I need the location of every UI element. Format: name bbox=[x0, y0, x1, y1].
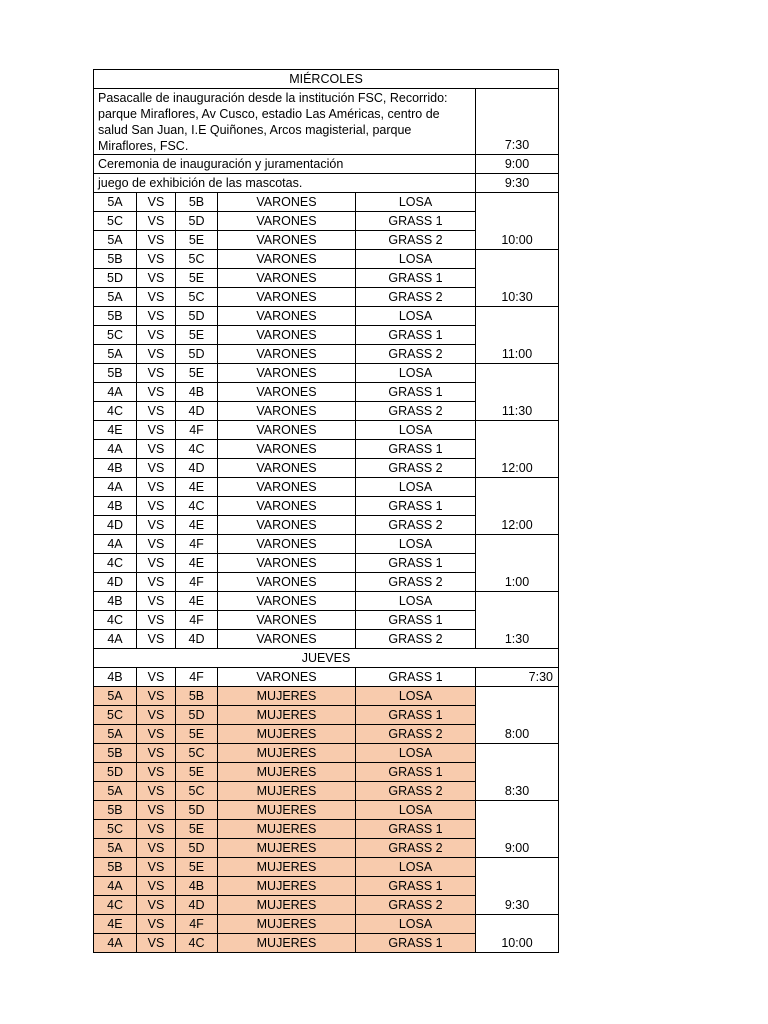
match-row bbox=[94, 535, 559, 554]
team-a-cell: 5B bbox=[94, 250, 137, 269]
category-cell: MUJERES bbox=[218, 839, 356, 858]
event-time: 9:30 bbox=[476, 174, 559, 193]
category-cell: MUJERES bbox=[218, 934, 356, 953]
team-b-cell: 5D bbox=[176, 212, 218, 231]
field-cell: LOSA bbox=[356, 744, 476, 763]
match-time: 1:00 bbox=[476, 535, 559, 592]
vs-cell: VS bbox=[137, 668, 176, 687]
vs-cell: VS bbox=[137, 497, 176, 516]
vs-cell: VS bbox=[137, 801, 176, 820]
field-cell: GRASS 1 bbox=[356, 269, 476, 288]
event-description: juego de exhibición de las mascotas. bbox=[94, 174, 476, 193]
category-cell: VARONES bbox=[218, 402, 356, 421]
category-cell: VARONES bbox=[218, 592, 356, 611]
category-cell: VARONES bbox=[218, 478, 356, 497]
team-a-cell: 5B bbox=[94, 858, 137, 877]
category-cell: VARONES bbox=[218, 421, 356, 440]
team-a-cell: 5C bbox=[94, 212, 137, 231]
team-a-cell: 5B bbox=[94, 364, 137, 383]
vs-cell: VS bbox=[137, 611, 176, 630]
category-cell: VARONES bbox=[218, 307, 356, 326]
team-a-cell: 4C bbox=[94, 554, 137, 573]
vs-cell: VS bbox=[137, 459, 176, 478]
team-a-cell: 5B bbox=[94, 744, 137, 763]
match-time: 12:00 bbox=[476, 478, 559, 535]
category-cell: VARONES bbox=[218, 326, 356, 345]
team-b-cell: 5E bbox=[176, 858, 218, 877]
field-cell: GRASS 1 bbox=[356, 611, 476, 630]
field-cell: GRASS 2 bbox=[356, 402, 476, 421]
vs-cell: VS bbox=[137, 554, 176, 573]
match-time: 9:30 bbox=[476, 858, 559, 915]
field-cell: LOSA bbox=[356, 801, 476, 820]
vs-cell: VS bbox=[137, 535, 176, 554]
field-cell: GRASS 1 bbox=[356, 440, 476, 459]
event-row bbox=[94, 174, 559, 193]
category-cell: MUJERES bbox=[218, 877, 356, 896]
vs-cell: VS bbox=[137, 877, 176, 896]
team-b-cell: 4E bbox=[176, 516, 218, 535]
team-a-cell: 5A bbox=[94, 839, 137, 858]
team-a-cell: 5B bbox=[94, 801, 137, 820]
team-b-cell: 5E bbox=[176, 326, 218, 345]
team-a-cell: 4A bbox=[94, 877, 137, 896]
field-cell: LOSA bbox=[356, 592, 476, 611]
category-cell: VARONES bbox=[218, 535, 356, 554]
team-b-cell: 5C bbox=[176, 288, 218, 307]
team-b-cell: 5C bbox=[176, 744, 218, 763]
team-b-cell: 5B bbox=[176, 687, 218, 706]
team-a-cell: 4C bbox=[94, 611, 137, 630]
category-cell: VARONES bbox=[218, 573, 356, 592]
team-b-cell: 5D bbox=[176, 839, 218, 858]
team-b-cell: 5C bbox=[176, 782, 218, 801]
team-b-cell: 4E bbox=[176, 592, 218, 611]
category-cell: MUJERES bbox=[218, 820, 356, 839]
field-cell: GRASS 2 bbox=[356, 896, 476, 915]
team-b-cell: 4C bbox=[176, 934, 218, 953]
team-a-cell: 4E bbox=[94, 421, 137, 440]
category-cell: VARONES bbox=[218, 630, 356, 649]
match-time: 10:00 bbox=[476, 915, 559, 953]
field-cell: GRASS 1 bbox=[356, 877, 476, 896]
category-cell: VARONES bbox=[218, 459, 356, 478]
field-cell: LOSA bbox=[356, 193, 476, 212]
field-cell: GRASS 2 bbox=[356, 782, 476, 801]
category-cell: MUJERES bbox=[218, 858, 356, 877]
category-cell: VARONES bbox=[218, 668, 356, 687]
team-b-cell: 5E bbox=[176, 231, 218, 250]
team-b-cell: 4F bbox=[176, 535, 218, 554]
team-a-cell: 4C bbox=[94, 896, 137, 915]
day-header-row bbox=[94, 649, 559, 668]
team-b-cell: 5D bbox=[176, 307, 218, 326]
match-time: 11:30 bbox=[476, 364, 559, 421]
field-cell: LOSA bbox=[356, 535, 476, 554]
team-a-cell: 4B bbox=[94, 459, 137, 478]
match-row bbox=[94, 687, 559, 706]
match-row bbox=[94, 478, 559, 497]
team-b-cell: 5E bbox=[176, 364, 218, 383]
category-cell: MUJERES bbox=[218, 782, 356, 801]
match-time: 7:30 bbox=[476, 668, 559, 687]
team-a-cell: 5A bbox=[94, 782, 137, 801]
team-b-cell: 4F bbox=[176, 611, 218, 630]
match-time: 11:00 bbox=[476, 307, 559, 364]
category-cell: VARONES bbox=[218, 497, 356, 516]
team-a-cell: 4E bbox=[94, 915, 137, 934]
category-cell: VARONES bbox=[218, 288, 356, 307]
team-a-cell: 5C bbox=[94, 820, 137, 839]
vs-cell: VS bbox=[137, 478, 176, 497]
field-cell: GRASS 1 bbox=[356, 706, 476, 725]
field-cell: GRASS 1 bbox=[356, 326, 476, 345]
team-a-cell: 4A bbox=[94, 535, 137, 554]
event-row bbox=[94, 89, 559, 155]
vs-cell: VS bbox=[137, 250, 176, 269]
field-cell: LOSA bbox=[356, 364, 476, 383]
match-time: 10:00 bbox=[476, 193, 559, 250]
field-cell: GRASS 2 bbox=[356, 459, 476, 478]
team-b-cell: 5D bbox=[176, 345, 218, 364]
field-cell: LOSA bbox=[356, 915, 476, 934]
team-b-cell: 5D bbox=[176, 801, 218, 820]
vs-cell: VS bbox=[137, 706, 176, 725]
team-b-cell: 4D bbox=[176, 630, 218, 649]
team-b-cell: 5C bbox=[176, 250, 218, 269]
category-cell: VARONES bbox=[218, 231, 356, 250]
team-a-cell: 5B bbox=[94, 307, 137, 326]
team-b-cell: 4F bbox=[176, 421, 218, 440]
event-description: Ceremonia de inauguración y juramentación bbox=[94, 155, 476, 174]
event-time: 9:00 bbox=[476, 155, 559, 174]
field-cell: GRASS 2 bbox=[356, 725, 476, 744]
category-cell: MUJERES bbox=[218, 763, 356, 782]
category-cell: VARONES bbox=[218, 611, 356, 630]
field-cell: GRASS 2 bbox=[356, 573, 476, 592]
team-a-cell: 4A bbox=[94, 630, 137, 649]
field-cell: GRASS 1 bbox=[356, 763, 476, 782]
vs-cell: VS bbox=[137, 402, 176, 421]
field-cell: GRASS 1 bbox=[356, 554, 476, 573]
field-cell: GRASS 1 bbox=[356, 212, 476, 231]
category-cell: VARONES bbox=[218, 364, 356, 383]
match-row bbox=[94, 592, 559, 611]
team-a-cell: 5A bbox=[94, 687, 137, 706]
team-a-cell: 4B bbox=[94, 592, 137, 611]
match-row bbox=[94, 668, 559, 687]
vs-cell: VS bbox=[137, 763, 176, 782]
team-a-cell: 5A bbox=[94, 345, 137, 364]
match-row bbox=[94, 915, 559, 934]
team-a-cell: 5A bbox=[94, 288, 137, 307]
vs-cell: VS bbox=[137, 288, 176, 307]
team-b-cell: 4E bbox=[176, 478, 218, 497]
category-cell: MUJERES bbox=[218, 706, 356, 725]
team-b-cell: 4D bbox=[176, 459, 218, 478]
vs-cell: VS bbox=[137, 573, 176, 592]
team-a-cell: 4C bbox=[94, 402, 137, 421]
category-cell: MUJERES bbox=[218, 915, 356, 934]
schedule-table bbox=[93, 69, 559, 953]
team-a-cell: 5D bbox=[94, 269, 137, 288]
team-b-cell: 5E bbox=[176, 763, 218, 782]
field-cell: GRASS 2 bbox=[356, 839, 476, 858]
team-b-cell: 4E bbox=[176, 554, 218, 573]
vs-cell: VS bbox=[137, 231, 176, 250]
team-a-cell: 4B bbox=[94, 668, 137, 687]
field-cell: LOSA bbox=[356, 687, 476, 706]
team-a-cell: 5A bbox=[94, 725, 137, 744]
field-cell: LOSA bbox=[356, 478, 476, 497]
vs-cell: VS bbox=[137, 421, 176, 440]
category-cell: VARONES bbox=[218, 383, 356, 402]
field-cell: GRASS 1 bbox=[356, 497, 476, 516]
vs-cell: VS bbox=[137, 744, 176, 763]
vs-cell: VS bbox=[137, 383, 176, 402]
vs-cell: VS bbox=[137, 915, 176, 934]
category-cell: MUJERES bbox=[218, 725, 356, 744]
vs-cell: VS bbox=[137, 896, 176, 915]
category-cell: VARONES bbox=[218, 440, 356, 459]
team-a-cell: 5A bbox=[94, 193, 137, 212]
match-time: 8:30 bbox=[476, 744, 559, 801]
category-cell: VARONES bbox=[218, 250, 356, 269]
field-cell: GRASS 2 bbox=[356, 288, 476, 307]
day-header-row bbox=[94, 70, 559, 89]
team-b-cell: 5E bbox=[176, 269, 218, 288]
vs-cell: VS bbox=[137, 193, 176, 212]
category-cell: MUJERES bbox=[218, 744, 356, 763]
vs-cell: VS bbox=[137, 269, 176, 288]
vs-cell: VS bbox=[137, 839, 176, 858]
category-cell: VARONES bbox=[218, 269, 356, 288]
category-cell: MUJERES bbox=[218, 801, 356, 820]
field-cell: GRASS 2 bbox=[356, 516, 476, 535]
field-cell: GRASS 1 bbox=[356, 934, 476, 953]
team-b-cell: 4C bbox=[176, 440, 218, 459]
field-cell: GRASS 2 bbox=[356, 345, 476, 364]
day-title: MIÉRCOLES bbox=[94, 70, 559, 89]
category-cell: VARONES bbox=[218, 516, 356, 535]
category-cell: MUJERES bbox=[218, 896, 356, 915]
team-a-cell: 4A bbox=[94, 383, 137, 402]
team-a-cell: 4A bbox=[94, 440, 137, 459]
team-a-cell: 5C bbox=[94, 326, 137, 345]
match-row bbox=[94, 744, 559, 763]
match-row bbox=[94, 307, 559, 326]
category-cell: VARONES bbox=[218, 212, 356, 231]
team-b-cell: 4F bbox=[176, 668, 218, 687]
match-time: 8:00 bbox=[476, 687, 559, 744]
team-a-cell: 4D bbox=[94, 573, 137, 592]
team-b-cell: 4D bbox=[176, 896, 218, 915]
category-cell: MUJERES bbox=[218, 687, 356, 706]
vs-cell: VS bbox=[137, 725, 176, 744]
team-b-cell: 4F bbox=[176, 573, 218, 592]
vs-cell: VS bbox=[137, 345, 176, 364]
field-cell: GRASS 1 bbox=[356, 383, 476, 402]
event-time: 7:30 bbox=[476, 89, 559, 155]
match-row bbox=[94, 421, 559, 440]
field-cell: GRASS 1 bbox=[356, 820, 476, 839]
vs-cell: VS bbox=[137, 364, 176, 383]
field-cell: GRASS 2 bbox=[356, 231, 476, 250]
vs-cell: VS bbox=[137, 782, 176, 801]
team-b-cell: 4F bbox=[176, 915, 218, 934]
match-row bbox=[94, 250, 559, 269]
category-cell: VARONES bbox=[218, 554, 356, 573]
vs-cell: VS bbox=[137, 687, 176, 706]
team-b-cell: 4D bbox=[176, 402, 218, 421]
event-description: Pasacalle de inauguración desde la institución FSC, Recorrido: parque Miraflores, Av Cusco, estadio Las Américas, centro de salud San Juan, I.E Quiñones, Arcos magisterial, parque Miraflores, FSC. bbox=[94, 89, 476, 155]
match-row bbox=[94, 801, 559, 820]
team-b-cell: 5E bbox=[176, 725, 218, 744]
vs-cell: VS bbox=[137, 212, 176, 231]
team-b-cell: 4B bbox=[176, 383, 218, 402]
field-cell: GRASS 1 bbox=[356, 668, 476, 687]
vs-cell: VS bbox=[137, 934, 176, 953]
category-cell: VARONES bbox=[218, 193, 356, 212]
team-a-cell: 5D bbox=[94, 763, 137, 782]
vs-cell: VS bbox=[137, 592, 176, 611]
vs-cell: VS bbox=[137, 858, 176, 877]
team-b-cell: 5D bbox=[176, 706, 218, 725]
field-cell: GRASS 2 bbox=[356, 630, 476, 649]
team-b-cell: 4B bbox=[176, 877, 218, 896]
field-cell: LOSA bbox=[356, 250, 476, 269]
team-a-cell: 4A bbox=[94, 934, 137, 953]
vs-cell: VS bbox=[137, 440, 176, 459]
vs-cell: VS bbox=[137, 820, 176, 839]
field-cell: LOSA bbox=[356, 858, 476, 877]
vs-cell: VS bbox=[137, 307, 176, 326]
vs-cell: VS bbox=[137, 326, 176, 345]
event-row bbox=[94, 155, 559, 174]
field-cell: LOSA bbox=[356, 307, 476, 326]
match-time: 10:30 bbox=[476, 250, 559, 307]
match-time: 1:30 bbox=[476, 592, 559, 649]
team-a-cell: 5A bbox=[94, 231, 137, 250]
vs-cell: VS bbox=[137, 630, 176, 649]
team-a-cell: 5C bbox=[94, 706, 137, 725]
team-a-cell: 4A bbox=[94, 478, 137, 497]
match-time: 9:00 bbox=[476, 801, 559, 858]
match-row bbox=[94, 193, 559, 212]
field-cell: LOSA bbox=[356, 421, 476, 440]
team-b-cell: 5B bbox=[176, 193, 218, 212]
match-row bbox=[94, 858, 559, 877]
day-title: JUEVES bbox=[94, 649, 559, 668]
match-row bbox=[94, 364, 559, 383]
vs-cell: VS bbox=[137, 516, 176, 535]
team-b-cell: 4C bbox=[176, 497, 218, 516]
team-b-cell: 5E bbox=[176, 820, 218, 839]
match-time: 12:00 bbox=[476, 421, 559, 478]
category-cell: VARONES bbox=[218, 345, 356, 364]
team-a-cell: 4B bbox=[94, 497, 137, 516]
team-a-cell: 4D bbox=[94, 516, 137, 535]
